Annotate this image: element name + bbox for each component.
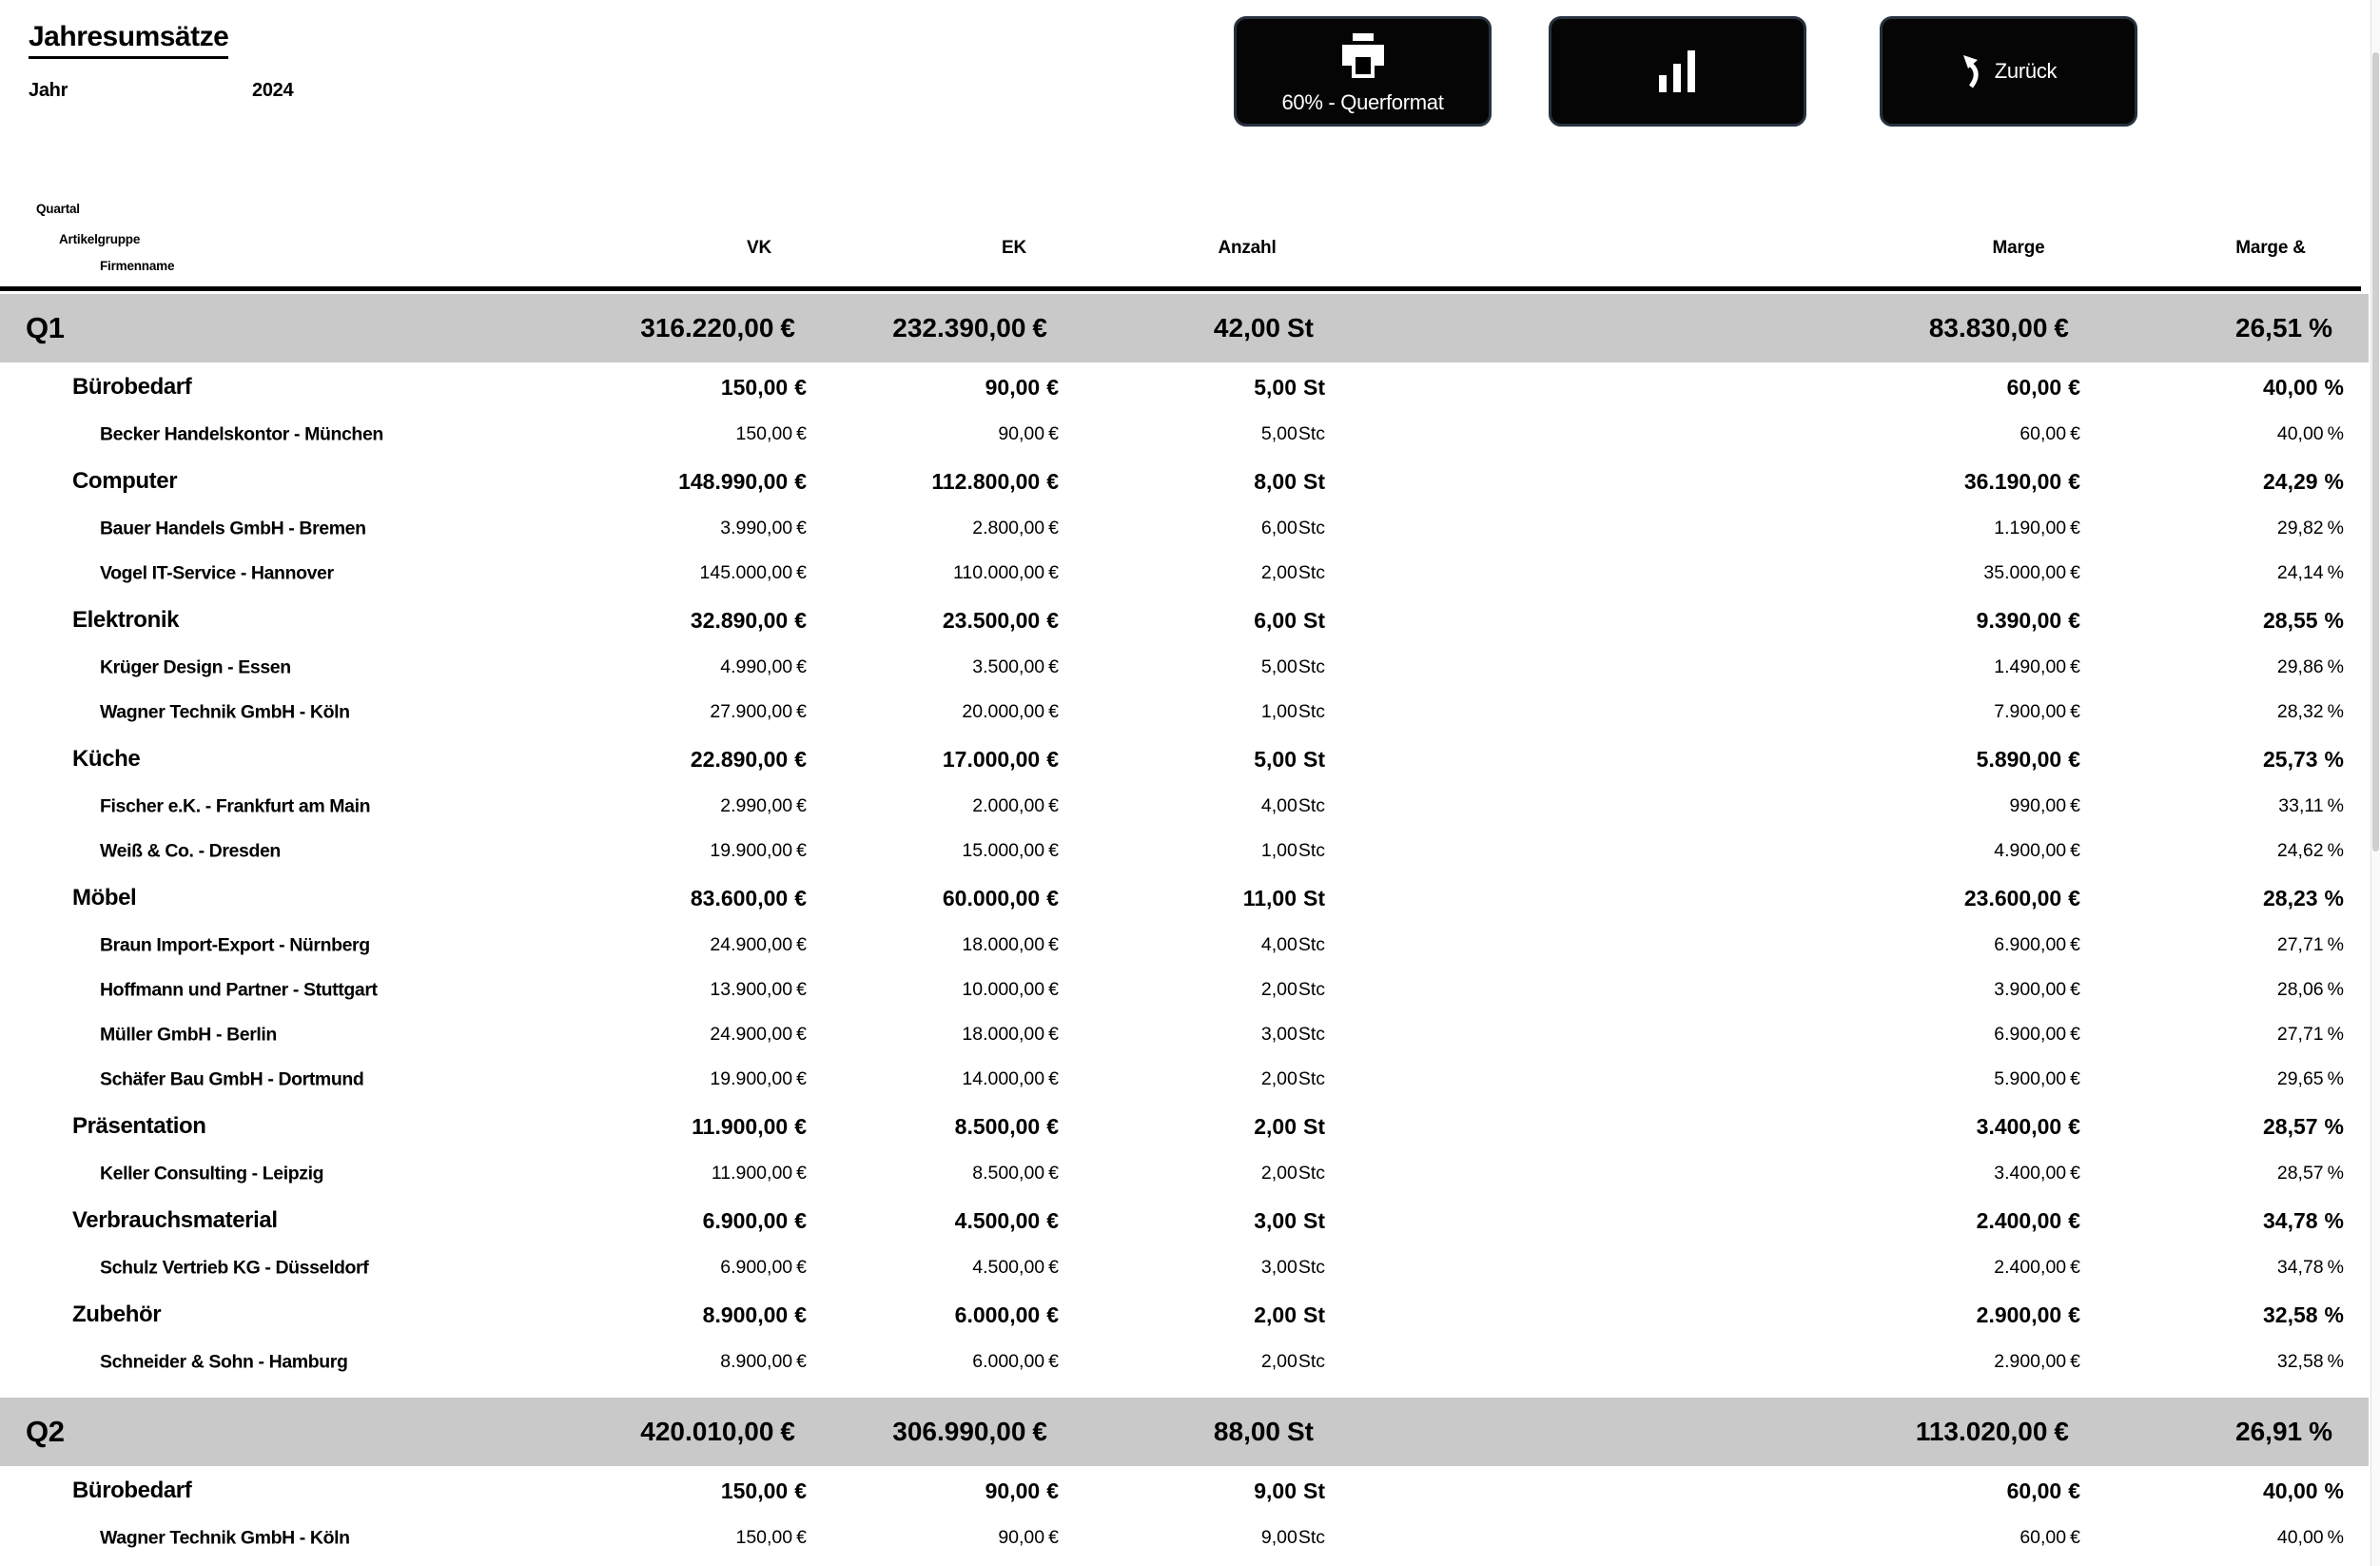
marge-value: 60,00 € xyxy=(2006,1478,2080,1503)
group-row xyxy=(0,873,2380,923)
row-label: Präsentation xyxy=(72,1113,206,1139)
anzahl-value: 2,00 Stc xyxy=(1260,562,1325,583)
ek-value: 60.000,00 € xyxy=(942,885,1059,910)
ek-value: 4.500,00 € xyxy=(954,1207,1059,1233)
vk-value: 6.900,00 € xyxy=(702,1207,807,1233)
pct-value: 28,06 % xyxy=(2276,979,2344,1000)
row-label: Schäfer Bau GmbH - Dortmund xyxy=(100,1068,364,1089)
vk-value: 27.900,00 € xyxy=(710,701,807,722)
pct-value: 40,00 % xyxy=(2262,374,2344,400)
anzahl-value: 4,00 Stc xyxy=(1260,934,1325,955)
vk-value: 8.900,00 € xyxy=(702,1302,807,1327)
pct-value: 40,00 % xyxy=(2262,1478,2344,1503)
back-arrow-icon xyxy=(1961,54,1985,88)
ek-value: 110.000,00 € xyxy=(952,562,1059,583)
marge-value: 83.830,00 € xyxy=(1928,313,2069,343)
print-zoom-button[interactable] xyxy=(1234,16,1492,127)
company-row xyxy=(0,412,2380,457)
anzahl-value: 2,00 St xyxy=(1254,1113,1325,1139)
pct-value: 32,58 % xyxy=(2276,1351,2344,1372)
row-label: Verbrauchsmaterial xyxy=(72,1207,278,1233)
ek-value: 90,00 € xyxy=(998,423,1059,444)
ek-value: 6.000,00 € xyxy=(954,1302,1059,1327)
group-row xyxy=(0,362,2380,412)
pct-value: 26,91 % xyxy=(2235,1417,2332,1446)
marge-value: 3.400,00 € xyxy=(1976,1113,2080,1139)
ek-value: 306.990,00 € xyxy=(892,1417,1047,1446)
group-row xyxy=(0,734,2380,784)
vk-value: 19.900,00 € xyxy=(710,840,807,861)
column-header-anzahl: Anzahl xyxy=(1218,238,1277,258)
ek-value: 8.500,00 € xyxy=(972,1163,1059,1184)
anzahl-value: 4,00 Stc xyxy=(1260,795,1325,816)
pct-value: 28,57 % xyxy=(2262,1113,2344,1139)
anzahl-value: 88,00 St xyxy=(1213,1417,1314,1446)
quarter-row xyxy=(0,294,2369,362)
anzahl-value: 3,00 Stc xyxy=(1260,1024,1325,1045)
printer-icon xyxy=(1334,31,1393,83)
vk-value: 24.900,00 € xyxy=(710,1024,807,1045)
group-row xyxy=(0,596,2380,645)
anzahl-value: 3,00 St xyxy=(1254,1207,1325,1233)
pct-value: 29,65 % xyxy=(2276,1068,2344,1089)
report-body xyxy=(0,294,2380,1560)
vk-value: 19.900,00 € xyxy=(710,1068,807,1089)
row-label: Fischer e.K. - Frankfurt am Main xyxy=(100,795,371,816)
anzahl-value: 5,00 St xyxy=(1254,374,1325,400)
page-title: Jahresumsätze xyxy=(29,21,228,59)
marge-value: 7.900,00 € xyxy=(1994,701,2080,722)
vk-value: 150,00 € xyxy=(735,423,807,444)
marge-value: 23.600,00 € xyxy=(1963,885,2080,910)
vertical-scrollbar[interactable] xyxy=(2370,0,2380,1566)
row-header-quartal: Quartal xyxy=(36,202,80,216)
vk-value: 4.990,00 € xyxy=(720,656,807,677)
ek-value: 18.000,00 € xyxy=(962,934,1059,955)
group-row xyxy=(0,1466,2380,1516)
anzahl-value: 2,00 St xyxy=(1254,1302,1325,1327)
company-row xyxy=(0,1057,2380,1102)
vk-value: 32.890,00 € xyxy=(690,607,807,633)
marge-value: 5.890,00 € xyxy=(1976,746,2080,772)
row-label: Elektronik xyxy=(72,607,180,633)
anzahl-value: 5,00 Stc xyxy=(1260,423,1325,444)
vk-value: 11.900,00 € xyxy=(711,1163,807,1184)
pct-value: 29,82 % xyxy=(2276,518,2344,538)
marge-value: 9.390,00 € xyxy=(1976,607,2080,633)
pct-value: 25,73 % xyxy=(2262,746,2344,772)
row-label: Schulz Vertrieb KG - Düsseldorf xyxy=(100,1257,369,1278)
anzahl-value: 3,00 Stc xyxy=(1260,1257,1325,1278)
company-row xyxy=(0,551,2380,596)
marge-value: 2.900,00 € xyxy=(1994,1351,2080,1372)
row-label: Braun Import-Export - Nürnberg xyxy=(100,934,370,955)
marge-value: 2.900,00 € xyxy=(1976,1302,2080,1327)
back-button[interactable] xyxy=(1880,16,2137,127)
pct-value: 34,78 % xyxy=(2262,1207,2344,1233)
ek-value: 15.000,00 € xyxy=(962,840,1059,861)
marge-value: 60,00 € xyxy=(2006,374,2080,400)
vk-value: 6.900,00 € xyxy=(720,1257,807,1278)
ek-value: 4.500,00 € xyxy=(972,1257,1059,1278)
row-label: Wagner Technik GmbH - Köln xyxy=(100,701,350,722)
anzahl-value: 11,00 St xyxy=(1242,885,1325,910)
marge-value: 60,00 € xyxy=(2019,423,2080,444)
column-header-marge: Marge xyxy=(1992,238,2045,258)
row-label: Müller GmbH - Berlin xyxy=(100,1024,277,1045)
vk-value: 150,00 € xyxy=(720,1478,807,1503)
row-label: Krüger Design - Essen xyxy=(100,656,291,677)
marge-value: 60,00 € xyxy=(2019,1527,2080,1548)
anzahl-value: 2,00 Stc xyxy=(1260,1163,1325,1184)
marge-value: 990,00 € xyxy=(2009,795,2080,816)
marge-value: 3.900,00 € xyxy=(1994,979,2080,1000)
group-row xyxy=(0,457,2380,506)
company-row xyxy=(0,1516,2380,1560)
pct-value: 26,51 % xyxy=(2235,313,2332,343)
row-label: Keller Consulting - Leipzig xyxy=(100,1163,324,1184)
bar-chart-icon xyxy=(1659,50,1697,92)
company-row xyxy=(0,690,2380,734)
row-header-artikelgruppe: Artikelgruppe xyxy=(59,232,141,246)
vk-value: 2.990,00 € xyxy=(720,795,807,816)
anzahl-value: 6,00 Stc xyxy=(1260,518,1325,538)
anzahl-value: 6,00 St xyxy=(1254,607,1325,633)
ek-value: 20.000,00 € xyxy=(962,701,1059,722)
quarter-row xyxy=(0,1398,2369,1466)
company-row xyxy=(0,645,2380,690)
marge-value: 2.400,00 € xyxy=(1976,1207,2080,1233)
vk-value: 148.990,00 € xyxy=(678,468,807,494)
marge-value: 3.400,00 € xyxy=(1994,1163,2080,1184)
row-label: Möbel xyxy=(72,885,137,910)
anzahl-value: 2,00 Stc xyxy=(1260,1068,1325,1089)
vk-value: 316.220,00 € xyxy=(640,313,795,343)
marge-value: 6.900,00 € xyxy=(1994,1024,2080,1045)
row-label: Q1 xyxy=(26,311,65,344)
vk-value: 11.900,00 € xyxy=(692,1113,807,1139)
print-button-label: 60% - Querformat xyxy=(1281,90,1444,114)
anzahl-value: 9,00 St xyxy=(1254,1478,1325,1503)
marge-value: 6.900,00 € xyxy=(1994,934,2080,955)
group-row xyxy=(0,1290,2380,1340)
marge-value: 4.900,00 € xyxy=(1994,840,2080,861)
vk-value: 22.890,00 € xyxy=(690,746,807,772)
company-row xyxy=(0,506,2380,551)
company-row xyxy=(0,1012,2380,1057)
anzahl-value: 1,00 Stc xyxy=(1260,840,1325,861)
row-label: Zubehör xyxy=(72,1302,162,1327)
ek-value: 18.000,00 € xyxy=(962,1024,1059,1045)
pct-value: 28,23 % xyxy=(2262,885,2344,910)
company-row xyxy=(0,968,2380,1012)
ek-value: 2.800,00 € xyxy=(972,518,1059,538)
ek-value: 10.000,00 € xyxy=(962,979,1059,1000)
year-value: 2024 xyxy=(252,80,294,101)
pct-value: 28,55 % xyxy=(2262,607,2344,633)
ek-value: 90,00 € xyxy=(998,1527,1059,1548)
ek-value: 90,00 € xyxy=(985,374,1059,400)
group-row xyxy=(0,1102,2380,1151)
year-label: Jahr xyxy=(29,80,68,101)
ek-value: 3.500,00 € xyxy=(972,656,1059,677)
anzahl-value: 9,00 Stc xyxy=(1260,1527,1325,1548)
pct-value: 27,71 % xyxy=(2276,934,2344,955)
row-label: Wagner Technik GmbH - Köln xyxy=(100,1527,350,1548)
marge-value: 5.900,00 € xyxy=(1994,1068,2080,1089)
chart-button[interactable] xyxy=(1549,16,1806,127)
vk-value: 83.600,00 € xyxy=(690,885,807,910)
anzahl-value: 1,00 Stc xyxy=(1260,701,1325,722)
company-row xyxy=(0,923,2380,968)
column-header-vk: VK xyxy=(747,238,771,258)
anzahl-value: 2,00 Stc xyxy=(1260,979,1325,1000)
pct-value: 29,86 % xyxy=(2276,656,2344,677)
company-row xyxy=(0,1340,2380,1384)
row-label: Küche xyxy=(72,746,141,772)
ek-value: 90,00 € xyxy=(985,1478,1059,1503)
row-label: Bürobedarf xyxy=(72,1478,192,1503)
group-row xyxy=(0,1196,2380,1245)
back-button-label: Zurück xyxy=(1994,59,2058,83)
vk-value: 150,00 € xyxy=(735,1527,807,1548)
row-label: Vogel IT-Service - Hannover xyxy=(100,562,334,583)
ek-value: 112.800,00 € xyxy=(931,468,1059,494)
header-divider xyxy=(0,286,2361,291)
row-label: Bauer Handels GmbH - Bremen xyxy=(100,518,366,538)
vk-value: 420.010,00 € xyxy=(640,1417,795,1446)
marge-value: 35.000,00 € xyxy=(1983,562,2080,583)
pct-value: 34,78 % xyxy=(2276,1257,2344,1278)
vk-value: 3.990,00 € xyxy=(720,518,807,538)
vk-value: 150,00 € xyxy=(720,374,807,400)
pct-value: 40,00 % xyxy=(2276,1527,2344,1548)
pct-value: 28,57 % xyxy=(2276,1163,2344,1184)
vk-value: 8.900,00 € xyxy=(720,1351,807,1372)
pct-value: 40,00 % xyxy=(2276,423,2344,444)
vk-value: 145.000,00 € xyxy=(699,562,807,583)
anzahl-value: 42,00 St xyxy=(1213,313,1314,343)
pct-value: 28,32 % xyxy=(2276,701,2344,722)
column-header-ek: EK xyxy=(1002,238,1026,258)
row-label: Q2 xyxy=(26,1415,65,1448)
ek-value: 8.500,00 € xyxy=(954,1113,1059,1139)
ek-value: 14.000,00 € xyxy=(962,1068,1059,1089)
anzahl-value: 5,00 Stc xyxy=(1260,656,1325,677)
scrollbar-thumb[interactable] xyxy=(2372,52,2379,852)
row-label: Becker Handelskontor - München xyxy=(100,423,383,444)
ek-value: 2.000,00 € xyxy=(972,795,1059,816)
pct-value: 24,14 % xyxy=(2276,562,2344,583)
pct-value: 27,71 % xyxy=(2276,1024,2344,1045)
pct-value: 33,11 % xyxy=(2278,795,2344,816)
column-header-marge-pct: Marge & xyxy=(2235,238,2306,258)
row-label: Weiß & Co. - Dresden xyxy=(100,840,281,861)
vk-value: 24.900,00 € xyxy=(710,934,807,955)
company-row xyxy=(0,829,2380,873)
row-label: Hoffmann und Partner - Stuttgart xyxy=(100,979,378,1000)
marge-value: 113.020,00 € xyxy=(1915,1417,2069,1446)
marge-value: 1.190,00 € xyxy=(1994,518,2080,538)
year-filter xyxy=(29,80,294,102)
row-header-firmenname: Firmenname xyxy=(100,259,175,273)
vk-value: 13.900,00 € xyxy=(710,979,807,1000)
row-label: Schneider & Sohn - Hamburg xyxy=(100,1351,348,1372)
anzahl-value: 5,00 St xyxy=(1254,746,1325,772)
anzahl-value: 2,00 Stc xyxy=(1260,1351,1325,1372)
anzahl-value: 8,00 St xyxy=(1254,468,1325,494)
marge-value: 1.490,00 € xyxy=(1994,656,2080,677)
ek-value: 23.500,00 € xyxy=(942,607,1059,633)
row-label: Computer xyxy=(72,468,178,494)
pct-value: 32,58 % xyxy=(2262,1302,2344,1327)
ek-value: 17.000,00 € xyxy=(942,746,1059,772)
pct-value: 24,29 % xyxy=(2262,468,2344,494)
company-row xyxy=(0,1245,2380,1290)
company-row xyxy=(0,1151,2380,1196)
pct-value: 24,62 % xyxy=(2276,840,2344,861)
ek-value: 6.000,00 € xyxy=(972,1351,1059,1372)
ek-value: 232.390,00 € xyxy=(892,313,1047,343)
row-label: Bürobedarf xyxy=(72,374,192,400)
marge-value: 36.190,00 € xyxy=(1963,468,2080,494)
company-row xyxy=(0,784,2380,829)
marge-value: 2.400,00 € xyxy=(1994,1257,2080,1278)
